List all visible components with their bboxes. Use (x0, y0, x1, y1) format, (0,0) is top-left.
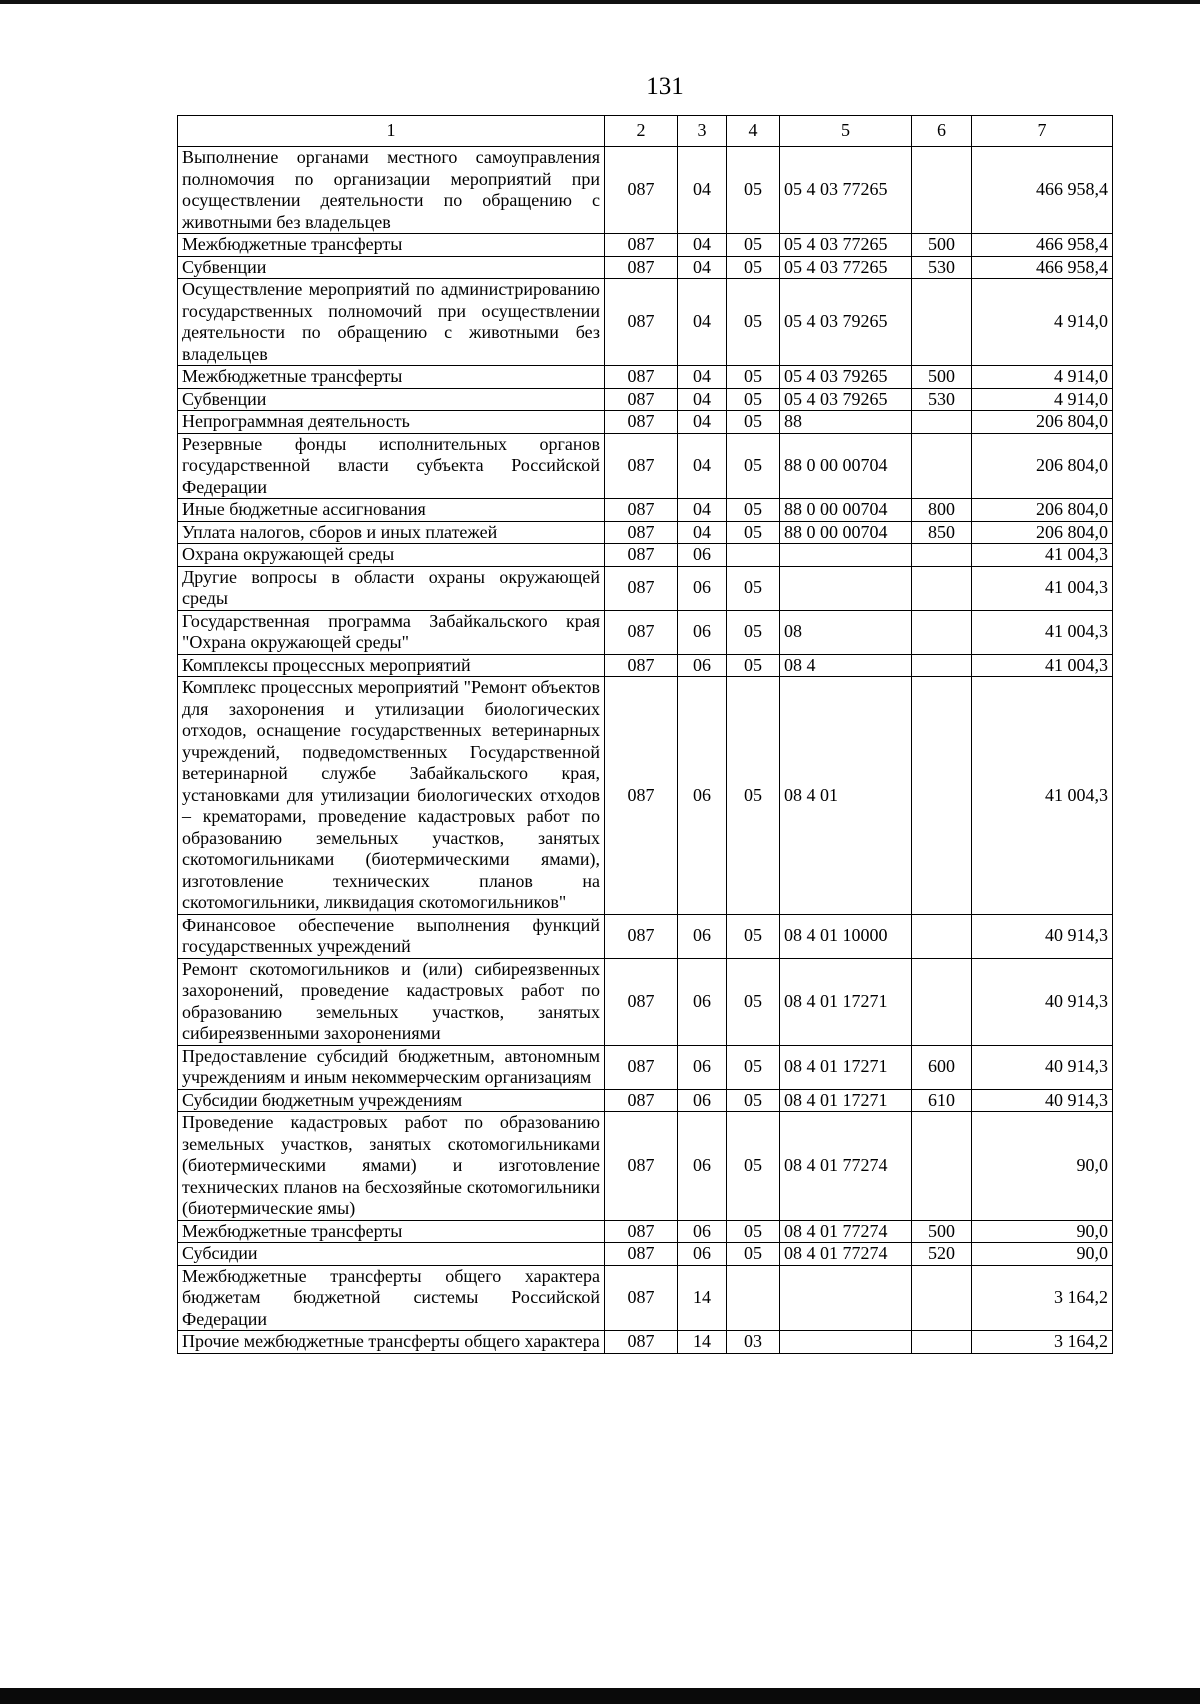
row-amount: 466 958,4 (972, 256, 1113, 279)
table-row (178, 499, 1113, 522)
table-row (178, 544, 1113, 567)
row-amount: 4 914,0 (972, 366, 1113, 389)
row-target-article: 08 4 01 17271 (780, 1045, 912, 1089)
row-expense-type (912, 1265, 972, 1331)
row-target-article (780, 1265, 912, 1331)
row-amount: 466 958,4 (972, 147, 1113, 234)
row-subsection: 03 (727, 1331, 780, 1354)
col-header: 2 (605, 116, 678, 147)
table-row (178, 388, 1113, 411)
row-expense-type: 530 (912, 388, 972, 411)
row-expense-type (912, 147, 972, 234)
row-target-article: 05 4 03 79265 (780, 388, 912, 411)
row-target-article: 08 (780, 610, 912, 654)
row-admin-code: 087 (605, 914, 678, 958)
row-subsection (727, 544, 780, 567)
row-target-article: 88 0 00 00704 (780, 433, 912, 499)
row-admin-code: 087 (605, 147, 678, 234)
row-section: 04 (678, 234, 727, 257)
row-name: Финансовое обеспечение выполнения функций государственных учреждений (178, 914, 605, 958)
table-row (178, 1089, 1113, 1112)
row-target-article: 88 0 00 00704 (780, 499, 912, 522)
row-expense-type: 500 (912, 1220, 972, 1243)
row-amount: 3 164,2 (972, 1331, 1113, 1354)
row-amount: 41 004,3 (972, 610, 1113, 654)
row-subsection: 05 (727, 388, 780, 411)
table-row (178, 433, 1113, 499)
row-target-article: 05 4 03 79265 (780, 366, 912, 389)
row-expense-type (912, 958, 972, 1045)
row-admin-code: 087 (605, 958, 678, 1045)
table-row (178, 610, 1113, 654)
row-target-article: 08 4 (780, 654, 912, 677)
row-expense-type (912, 411, 972, 434)
row-subsection: 05 (727, 610, 780, 654)
row-name: Межбюджетные трансферты (178, 1220, 605, 1243)
row-expense-type: 850 (912, 521, 972, 544)
row-subsection: 05 (727, 1089, 780, 1112)
row-name: Ремонт скотомогильников и (или) сибиреязвенных захоронений, проведение кадастровых работ по образованию земельных участков, занятых сибиреязвенными захоронениями (178, 958, 605, 1045)
row-subsection: 05 (727, 499, 780, 522)
row-target-article: 88 0 00 00704 (780, 521, 912, 544)
row-amount: 90,0 (972, 1243, 1113, 1266)
row-name: Межбюджетные трансферты (178, 366, 605, 389)
row-expense-type (912, 279, 972, 366)
table-row (178, 366, 1113, 389)
row-name: Государственная программа Забайкальского края "Охрана окружающей среды" (178, 610, 605, 654)
row-subsection: 05 (727, 147, 780, 234)
row-expense-type (912, 566, 972, 610)
row-amount: 40 914,3 (972, 958, 1113, 1045)
row-target-article: 08 4 01 (780, 677, 912, 915)
table-row (178, 1112, 1113, 1221)
row-subsection: 05 (727, 958, 780, 1045)
table-row (178, 654, 1113, 677)
table-row (178, 1331, 1113, 1354)
row-subsection: 05 (727, 521, 780, 544)
table-row (178, 234, 1113, 257)
row-admin-code: 087 (605, 279, 678, 366)
table-row (178, 411, 1113, 434)
row-admin-code: 087 (605, 433, 678, 499)
row-expense-type (912, 914, 972, 958)
row-subsection: 05 (727, 1220, 780, 1243)
row-target-article: 08 4 01 17271 (780, 958, 912, 1045)
row-amount: 41 004,3 (972, 544, 1113, 567)
row-name: Непрограммная деятельность (178, 411, 605, 434)
row-expense-type: 500 (912, 234, 972, 257)
row-subsection: 05 (727, 914, 780, 958)
row-target-article: 05 4 03 77265 (780, 234, 912, 257)
row-amount: 90,0 (972, 1112, 1113, 1221)
row-admin-code: 087 (605, 1265, 678, 1331)
row-target-article: 08 4 01 77274 (780, 1220, 912, 1243)
row-amount: 206 804,0 (972, 433, 1113, 499)
row-subsection: 05 (727, 256, 780, 279)
row-section: 06 (678, 914, 727, 958)
row-admin-code: 087 (605, 544, 678, 567)
row-amount: 40 914,3 (972, 914, 1113, 958)
row-admin-code: 087 (605, 654, 678, 677)
row-target-article: 08 4 01 77274 (780, 1243, 912, 1266)
row-target-article (780, 1331, 912, 1354)
row-target-article: 08 4 01 17271 (780, 1089, 912, 1112)
row-name: Субсидии бюджетным учреждениям (178, 1089, 605, 1112)
row-subsection (727, 1265, 780, 1331)
row-name: Прочие межбюджетные трансферты общего характера (178, 1331, 605, 1354)
row-section: 04 (678, 521, 727, 544)
table-row (178, 147, 1113, 234)
row-section: 06 (678, 566, 727, 610)
table-row (178, 1243, 1113, 1266)
table-row (178, 958, 1113, 1045)
row-name: Комплексы процессных мероприятий (178, 654, 605, 677)
row-target-article: 88 (780, 411, 912, 434)
col-header: 5 (780, 116, 912, 147)
row-expense-type: 500 (912, 366, 972, 389)
col-header: 7 (972, 116, 1113, 147)
row-amount: 206 804,0 (972, 499, 1113, 522)
budget-table (177, 115, 1113, 1354)
row-name: Субсидии (178, 1243, 605, 1266)
row-section: 14 (678, 1265, 727, 1331)
row-target-article: 08 4 01 77274 (780, 1112, 912, 1221)
row-section: 06 (678, 544, 727, 567)
table-row (178, 677, 1113, 915)
row-section: 06 (678, 610, 727, 654)
row-subsection: 05 (727, 433, 780, 499)
table-body (178, 147, 1113, 1354)
row-expense-type (912, 1112, 972, 1221)
row-expense-type: 530 (912, 256, 972, 279)
row-amount: 41 004,3 (972, 677, 1113, 915)
row-name: Осуществление мероприятий по администрированию государственных полномочий при осуществлении деятельности по обращению с животными без владельцев (178, 279, 605, 366)
row-admin-code: 087 (605, 1331, 678, 1354)
row-amount: 466 958,4 (972, 234, 1113, 257)
row-subsection: 05 (727, 1112, 780, 1221)
row-section: 04 (678, 279, 727, 366)
table-row (178, 256, 1113, 279)
row-admin-code: 087 (605, 366, 678, 389)
table-row (178, 1220, 1113, 1243)
row-admin-code: 087 (605, 1112, 678, 1221)
row-section: 04 (678, 433, 727, 499)
row-subsection: 05 (727, 566, 780, 610)
row-amount: 40 914,3 (972, 1045, 1113, 1089)
row-name: Охрана окружающей среды (178, 544, 605, 567)
row-name: Выполнение органами местного самоуправления полномочия по организации мероприятий при осуществлении деятельности по обращению с животными без владельцев (178, 147, 605, 234)
row-target-article: 05 4 03 79265 (780, 279, 912, 366)
row-name: Предоставление субсидий бюджетным, автономным учреждениям и иным некоммерческим организациям (178, 1045, 605, 1089)
row-section: 06 (678, 1112, 727, 1221)
row-subsection: 05 (727, 366, 780, 389)
row-amount: 3 164,2 (972, 1265, 1113, 1331)
row-amount: 41 004,3 (972, 654, 1113, 677)
row-name: Субвенции (178, 388, 605, 411)
row-amount: 206 804,0 (972, 411, 1113, 434)
row-amount: 4 914,0 (972, 279, 1113, 366)
row-name: Межбюджетные трансферты общего характера бюджетам бюджетной системы Российской Федерации (178, 1265, 605, 1331)
col-header: 1 (178, 116, 605, 147)
row-expense-type (912, 433, 972, 499)
row-section: 06 (678, 1220, 727, 1243)
row-admin-code: 087 (605, 256, 678, 279)
row-expense-type (912, 544, 972, 567)
row-admin-code: 087 (605, 1089, 678, 1112)
bottom-scan-border (0, 1688, 1200, 1704)
row-target-article: 05 4 03 77265 (780, 147, 912, 234)
row-subsection: 05 (727, 1045, 780, 1089)
row-section: 04 (678, 256, 727, 279)
col-header: 6 (912, 116, 972, 147)
row-expense-type: 520 (912, 1243, 972, 1266)
table-row (178, 279, 1113, 366)
table-row (178, 521, 1113, 544)
row-subsection: 05 (727, 654, 780, 677)
row-section: 04 (678, 411, 727, 434)
row-section: 06 (678, 1089, 727, 1112)
row-subsection: 05 (727, 677, 780, 915)
col-header: 3 (678, 116, 727, 147)
row-admin-code: 087 (605, 1220, 678, 1243)
row-name: Межбюджетные трансферты (178, 234, 605, 257)
table-row (178, 1265, 1113, 1331)
row-section: 14 (678, 1331, 727, 1354)
table-row (178, 1045, 1113, 1089)
row-name: Другие вопросы в области охраны окружающей среды (178, 566, 605, 610)
row-admin-code: 087 (605, 1243, 678, 1266)
row-admin-code: 087 (605, 566, 678, 610)
row-section: 06 (678, 1243, 727, 1266)
row-section: 06 (678, 677, 727, 915)
row-amount: 90,0 (972, 1220, 1113, 1243)
row-expense-type: 600 (912, 1045, 972, 1089)
row-subsection: 05 (727, 1243, 780, 1266)
row-admin-code: 087 (605, 388, 678, 411)
row-amount: 4 914,0 (972, 388, 1113, 411)
row-section: 06 (678, 1045, 727, 1089)
row-subsection: 05 (727, 234, 780, 257)
row-target-article (780, 544, 912, 567)
row-admin-code: 087 (605, 1045, 678, 1089)
row-amount: 40 914,3 (972, 1089, 1113, 1112)
row-name: Субвенции (178, 256, 605, 279)
row-admin-code: 087 (605, 677, 678, 915)
row-name: Резервные фонды исполнительных органов государственной власти субъекта Российской Федерации (178, 433, 605, 499)
row-amount: 41 004,3 (972, 566, 1113, 610)
row-subsection: 05 (727, 279, 780, 366)
header-row (178, 116, 1113, 147)
row-target-article: 08 4 01 10000 (780, 914, 912, 958)
row-admin-code: 087 (605, 234, 678, 257)
top-border-line (0, 0, 1200, 4)
row-section: 04 (678, 388, 727, 411)
row-expense-type (912, 654, 972, 677)
row-expense-type (912, 610, 972, 654)
row-admin-code: 087 (605, 521, 678, 544)
row-section: 04 (678, 366, 727, 389)
row-name: Иные бюджетные ассигнования (178, 499, 605, 522)
row-target-article (780, 566, 912, 610)
row-expense-type: 800 (912, 499, 972, 522)
row-subsection: 05 (727, 411, 780, 434)
row-expense-type (912, 677, 972, 915)
row-section: 06 (678, 654, 727, 677)
row-expense-type (912, 1331, 972, 1354)
page-number: 131 (646, 73, 684, 100)
row-section: 04 (678, 499, 727, 522)
row-admin-code: 087 (605, 610, 678, 654)
row-admin-code: 087 (605, 411, 678, 434)
row-section: 06 (678, 958, 727, 1045)
table-row (178, 914, 1113, 958)
table-row (178, 566, 1113, 610)
row-section: 04 (678, 147, 727, 234)
row-name: Уплата налогов, сборов и иных платежей (178, 521, 605, 544)
row-admin-code: 087 (605, 499, 678, 522)
row-target-article: 05 4 03 77265 (780, 256, 912, 279)
row-name: Проведение кадастровых работ по образованию земельных участков, занятых скотомогильниками (биотермическими ямами) и изготовление технических планов на бесхозяйные скотомогильники (биотермические ямы) (178, 1112, 605, 1221)
col-header: 4 (727, 116, 780, 147)
row-amount: 206 804,0 (972, 521, 1113, 544)
row-expense-type: 610 (912, 1089, 972, 1112)
row-name: Комплекс процессных мероприятий "Ремонт объектов для захоронения и утилизации биологических отходов, оснащение государственных ветеринарных учреждений, подведомственных Государственной ветеринарной службе Забайкальского края, установками для утилизации биологических отходов – крематорами, проведение кадастровых работ по образованию земельных участков, занятых скотомогильниками (биотермическими ямами), изготовление технических планов на скотомогильники, ликвидация скотомогильников" (178, 677, 605, 915)
